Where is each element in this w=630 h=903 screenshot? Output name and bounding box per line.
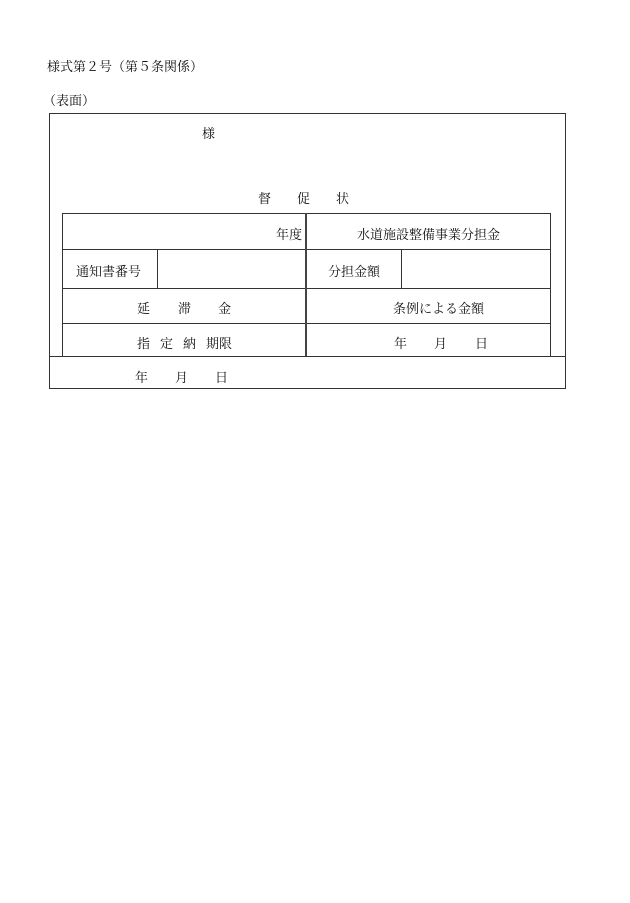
- deadline-label-char: 指: [137, 337, 151, 352]
- deadline-label-char: 限: [219, 337, 233, 352]
- deadline-day-unit: 日: [475, 337, 489, 352]
- table-column-divider: [401, 249, 402, 288]
- deadline-label-char: 定: [160, 337, 174, 352]
- title-char: 状: [336, 192, 350, 207]
- table-column-divider: [157, 249, 158, 288]
- issue-day-unit: 日: [215, 371, 229, 386]
- late-fee-label-char: 金: [218, 302, 232, 317]
- addressee-suffix: 様: [202, 127, 216, 142]
- late-fee-label-char: 延: [137, 302, 151, 317]
- deadline-label-char: 期: [206, 337, 220, 352]
- deadline-year-unit: 年: [394, 337, 408, 352]
- fiscal-year-suffix: 年度: [276, 228, 303, 243]
- deadline-month-unit: 月: [434, 337, 448, 352]
- issue-month-unit: 月: [175, 371, 189, 386]
- side-label: （表面）: [43, 94, 96, 109]
- date-row-divider: [49, 356, 566, 357]
- table-column-divider: [305, 213, 307, 357]
- issue-year-unit: 年: [135, 371, 149, 386]
- title-char: 促: [297, 192, 311, 207]
- late-fee-value: 条例による金額: [393, 302, 485, 317]
- form-number: 様式第２号（第５条関係）: [47, 60, 204, 75]
- notice-number-label: 通知書番号: [76, 265, 142, 280]
- document-title: [258, 188, 349, 207]
- charge-name: 水道施設整備事業分担金: [357, 228, 501, 243]
- deadline-label-char: 納: [183, 337, 197, 352]
- title-char: 督: [258, 192, 272, 207]
- share-amount-label: 分担金額: [328, 265, 381, 280]
- late-fee-label-char: 滞: [178, 302, 192, 317]
